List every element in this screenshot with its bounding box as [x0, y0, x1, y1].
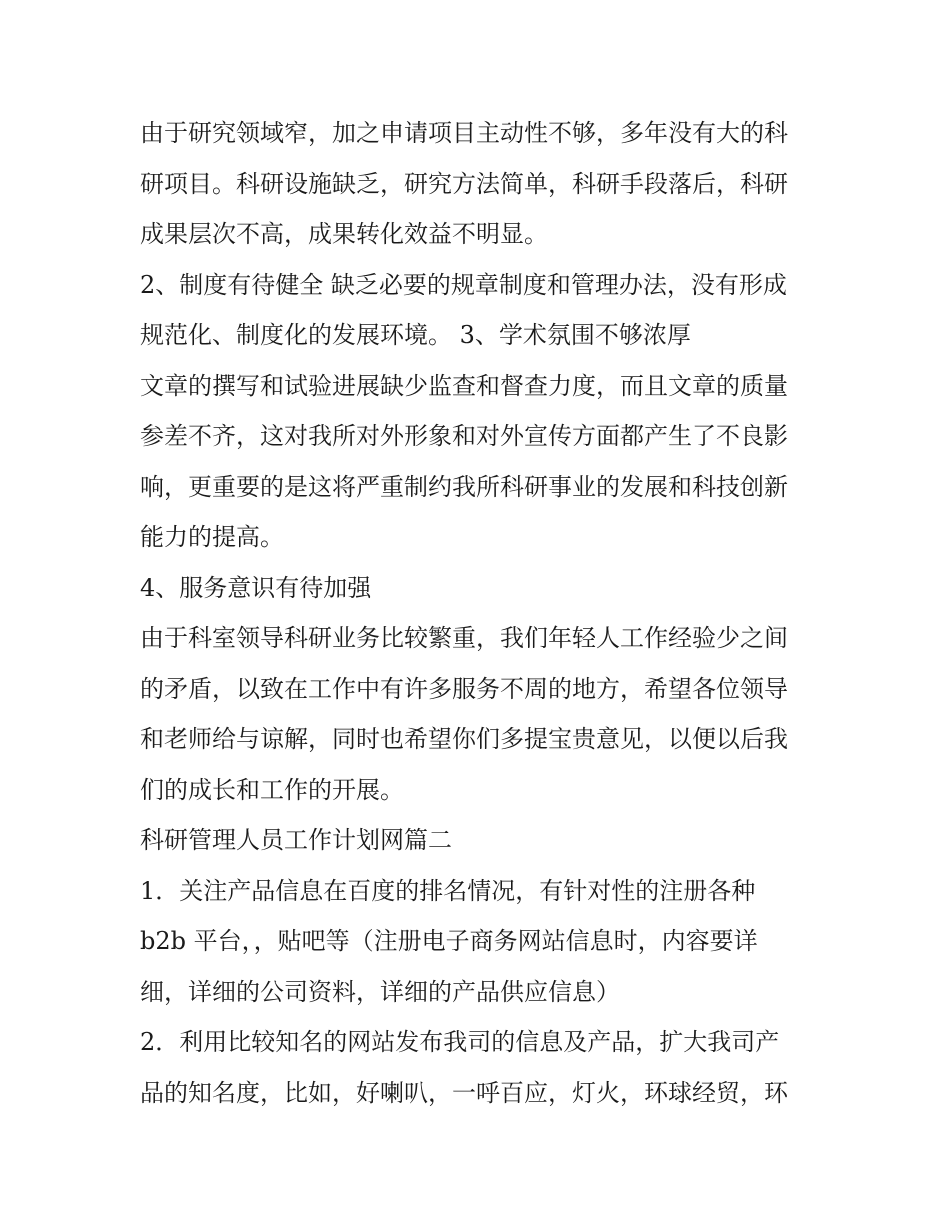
paragraph-line: 们的成长和工作的开展。 — [140, 775, 404, 804]
paragraph-line: 2、制度有待健全 缺乏必要的规章制度和管理办法，没有形成 — [140, 270, 787, 299]
paragraph-line: 和老师给与谅解，同时也希望你们多提宝贵意见，以便以后我 — [140, 725, 788, 753]
paragraph-line: 能力的提高。 — [140, 523, 284, 551]
list-item-line: 品的知名度，比如，好喇叭，一呼百应，灯火，环球经贸，环 — [140, 1078, 788, 1107]
paragraph-line: 参差不齐，这对我所对外形象和对外宣传方面都产生了不良影 — [140, 422, 788, 450]
paragraph-line: 文章的撰写和试验进展缺少监查和督查力度，而且文章的质量 — [140, 371, 788, 400]
paragraph-line: 的矛盾，以致在工作中有许多服务不周的地方，希望各位领导 — [140, 674, 788, 703]
section-heading: 科研管理人员工作计划网篇二 — [140, 826, 452, 854]
list-item-line: b2b 平台，，贴吧等（注册电子商务网站信息时，内容要详 — [140, 927, 758, 955]
paragraph-line: 研项目。科研设施缺乏，研究方法简单，科研手段落后，科研 — [140, 169, 788, 198]
paragraph-line: 规范化、制度化的发展环境。 3、学术氛围不够浓厚 — [140, 321, 691, 349]
list-item-line: 细，详细的公司资料，详细的产品供应信息） — [140, 977, 620, 1006]
document-body — [140, 108, 820, 1118]
paragraph-line: 成果层次不高，成果转化效益不明显。 — [140, 220, 548, 248]
list-item-line: 2．利用比较知名的网站发布我司的信息及产品，扩大我司产 — [140, 1028, 780, 1056]
paragraph-line: 响，更重要的是这将严重制约我所科研事业的发展和科技创新 — [140, 472, 788, 501]
list-item-line: 1．关注产品信息在百度的排名情况，有针对性的注册各种 — [140, 876, 756, 905]
section-heading: 4、服务意识有待加强 — [140, 573, 372, 602]
paragraph-line: 由于研究领域窄，加之申请项目主动性不够，多年没有大的科 — [140, 119, 788, 147]
paragraph-line: 由于科室领导科研业务比较繁重，我们年轻人工作经验少之间 — [140, 624, 788, 652]
